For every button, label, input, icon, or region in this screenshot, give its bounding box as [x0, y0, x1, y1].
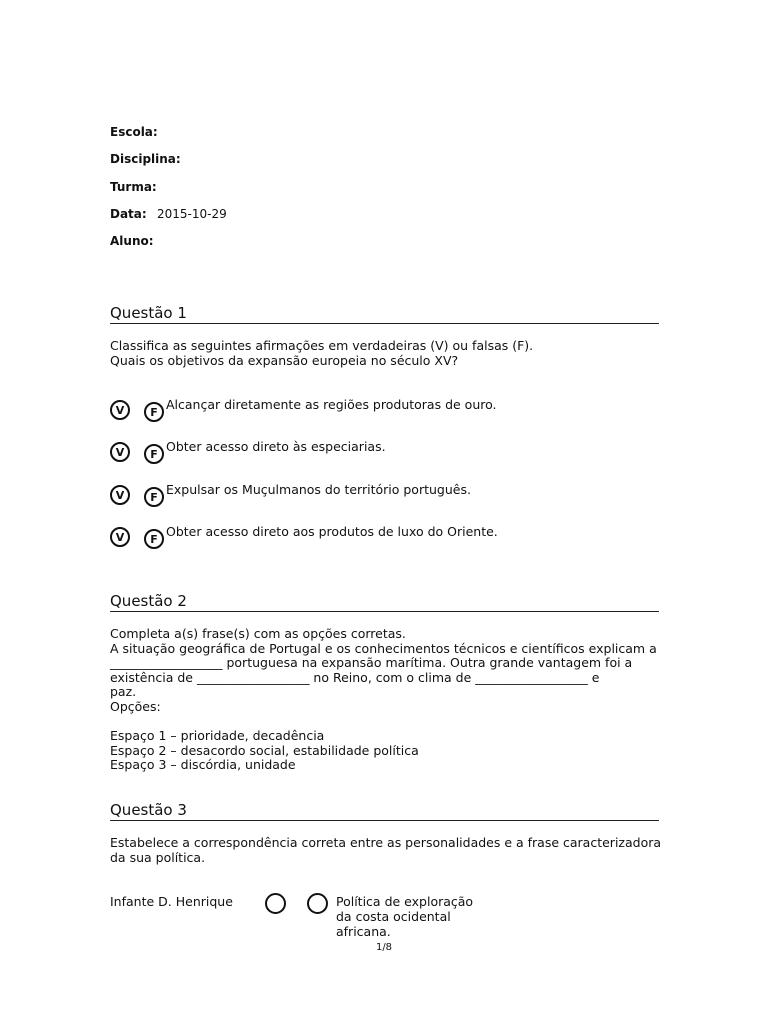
true-option-circle[interactable]: V — [110, 485, 130, 505]
q2-line: existência de __________________ no Reino, com o clima de __________________ e — [110, 669, 600, 685]
page-number: 1/8 — [375, 942, 393, 953]
false-option-circle[interactable]: F — [144, 487, 164, 507]
match-right-circle[interactable] — [307, 893, 328, 914]
false-option-circle[interactable]: F — [144, 444, 164, 464]
q3-left-item: Infante D. Henrique — [110, 894, 233, 909]
q1-title: Questão 1 — [110, 304, 659, 324]
q2-option: Espaço 3 – discórdia, unidade — [110, 757, 296, 773]
q3-instructions — [110, 835, 662, 865]
aluno-row — [110, 234, 154, 248]
q3-instruction-line: Estabelece a correspondência correta entre as personalidades e a frase caracterizadora — [110, 835, 662, 850]
q3-right-item — [336, 894, 486, 939]
data-value: 2015-10-29 — [157, 207, 227, 221]
q2-options — [110, 729, 655, 773]
q1-item-text: Obter acesso direto às especiarias. — [166, 439, 386, 454]
false-option-circle[interactable]: F — [144, 529, 164, 549]
q2-option: Espaço 2 – desacordo social, estabilidade política — [110, 742, 419, 758]
q1-item-text: Expulsar os Muçulmanos do território português. — [166, 482, 471, 497]
q2-body — [110, 627, 655, 715]
disciplina-label: Disciplina: — [110, 152, 181, 166]
q1-instructions — [110, 339, 655, 368]
disciplina-row — [110, 152, 181, 166]
q2-title: Questão 2 — [110, 592, 659, 612]
q2-line: __________________ portuguesa na expansão marítima. Outra grande vantagem foi a — [110, 655, 633, 671]
q1-instruction-line: Classifica as seguintes afirmações em verdadeiras (V) ou falsas (F). — [110, 338, 534, 353]
q3-right-line: Política de exploração — [336, 894, 474, 909]
false-option-circle[interactable]: F — [144, 402, 164, 422]
q2-line: A situação geográfica de Portugal e os conhecimentos técnicos e científicos explicam a — [110, 640, 657, 656]
q3-instruction-line: da sua política. — [110, 849, 206, 865]
data-label: Data: — [110, 207, 147, 221]
escola-label: Escola: — [110, 125, 158, 139]
q1-item-text: Obter acesso direto aos produtos de luxo do Oriente. — [166, 524, 498, 539]
aluno-label: Aluno: — [110, 234, 154, 248]
true-option-circle[interactable]: V — [110, 442, 130, 462]
turma-label: Turma: — [110, 180, 157, 194]
q3-right-line: da costa ocidental — [336, 909, 451, 924]
q2-option: Espaço 1 – prioridade, decadência — [110, 728, 325, 743]
true-option-circle[interactable]: V — [110, 400, 130, 420]
q3-title: Questão 3 — [110, 801, 659, 821]
q2-line: Completa a(s) frase(s) com as opções corretas. — [110, 626, 406, 641]
q2-line: Opções: — [110, 698, 161, 714]
true-option-circle[interactable]: V — [110, 527, 130, 547]
turma-row — [110, 180, 157, 194]
q1-item-text: Alcançar diretamente as regiões produtoras de ouro. — [166, 397, 497, 412]
escola-row — [110, 125, 158, 139]
q2-line: paz. — [110, 684, 137, 700]
match-left-circle[interactable] — [265, 893, 286, 914]
data-row — [110, 207, 227, 221]
q1-instruction-line: Quais os objetivos da expansão europeia no século XV? — [110, 352, 459, 368]
q3-right-line: africana. — [336, 924, 391, 939]
